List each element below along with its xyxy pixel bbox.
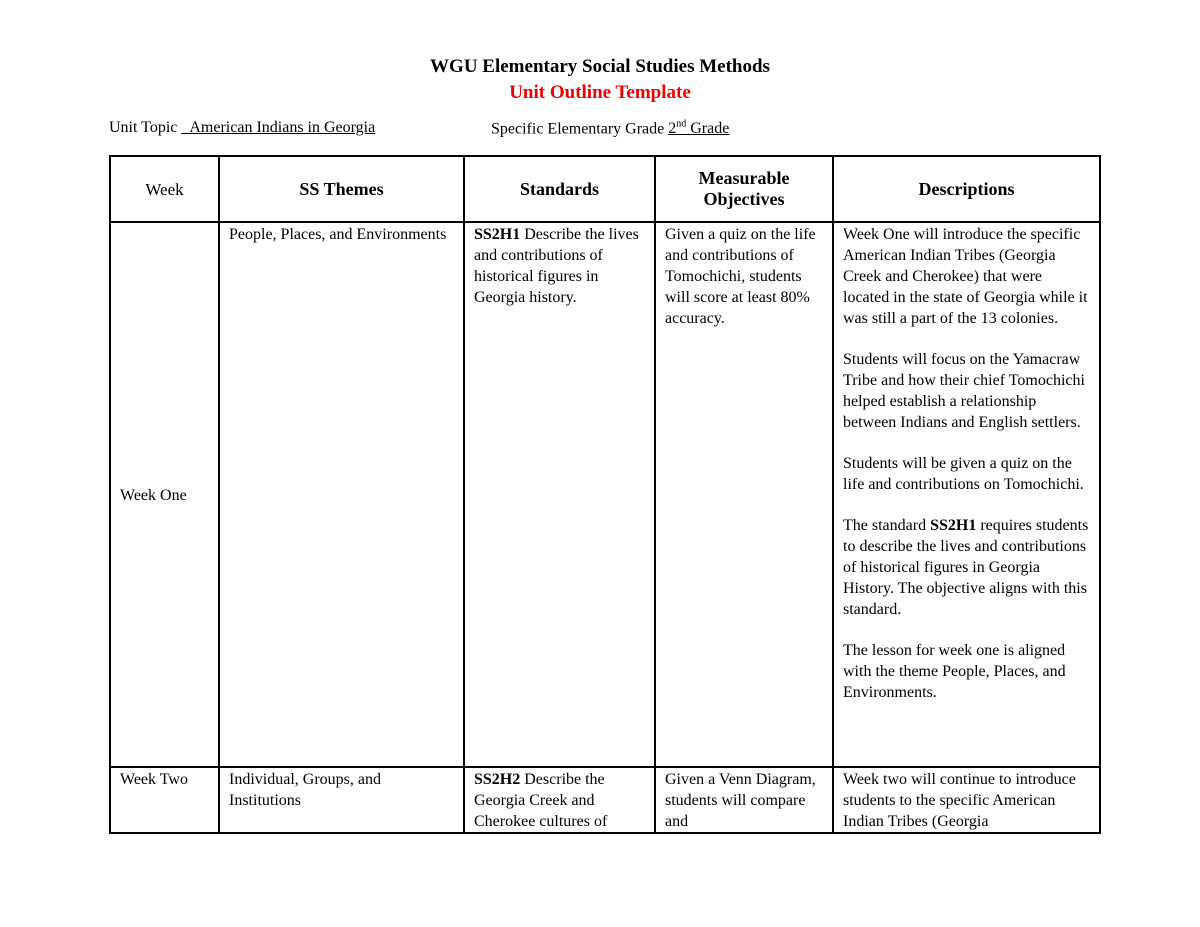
- header-measurable-objectives: [655, 156, 833, 222]
- description-paragraph: Week One will introduce the specific American Indian Tribes (Georgia Creek and Cherokee) that were located in the state of Georgia while it was still a part of the 13 colonies.: [843, 226, 1088, 327]
- standard-code: SS2H1: [474, 226, 521, 243]
- unit-topic-value: _American Indians in Georgia: [181, 119, 376, 136]
- grade-label: Specific Elementary Grade: [491, 120, 669, 138]
- unit-outline-table: [109, 155, 1101, 834]
- grade-value: [668, 120, 729, 137]
- description-paragraph: Students will focus on the Yamacraw Tribe and how their chief Tomochichi helped establish a relationship between Indians and English settlers.: [843, 351, 1085, 431]
- standards-cell: [464, 222, 655, 767]
- description-paragraph: The lesson for week one is aligned with the theme People, Places, and Environments.: [843, 642, 1066, 701]
- description-paragraph: Week two will continue to introduce students to the specific American Indian Tribes (Georgia: [843, 771, 1076, 830]
- objective-cell: Given a quiz on the life and contributions of Tomochichi, students will score at least 80% accuracy.: [655, 222, 833, 767]
- standards-cell: [464, 767, 655, 833]
- document-subtitle: Unit Outline Template: [509, 82, 691, 103]
- description-standard-code: SS2H1: [930, 517, 977, 534]
- description-paragraph: [843, 515, 1090, 620]
- theme-cell: People, Places, and Environments: [219, 222, 464, 767]
- header-ss-themes: SS Themes: [219, 156, 464, 222]
- week-cell: Week Two: [110, 767, 219, 833]
- grade-number: 2: [668, 120, 677, 138]
- week-cell: Week One: [110, 222, 219, 767]
- table-row: [110, 222, 1100, 767]
- standard-text: Describe the lives and contributions of historical figures in Georgia history.: [474, 226, 639, 306]
- header-week: Week: [110, 156, 219, 222]
- grade-level: [491, 119, 729, 138]
- description-text: requires students to describe the lives and contributions of historical figures in Georgia History. The objective aligns with this standard.: [843, 517, 1089, 618]
- objective-cell: Given a Venn Diagram, students will compare and: [655, 767, 833, 833]
- unit-topic: [109, 119, 375, 137]
- standard-code: SS2H2: [474, 771, 521, 788]
- document-title: WGU Elementary Social Studies Methods: [430, 56, 770, 77]
- description-cell: [833, 767, 1100, 833]
- description-cell: [833, 222, 1100, 767]
- table-header-row: [110, 156, 1100, 222]
- header-descriptions: Descriptions: [833, 156, 1100, 222]
- header-standards: Standards: [464, 156, 655, 222]
- table-row: [110, 767, 1100, 833]
- unit-topic-label: Unit Topic: [109, 119, 182, 136]
- header-objectives-line1: Measurable: [698, 168, 790, 188]
- theme-cell: Individual, Groups, and Institutions: [219, 767, 464, 833]
- description-text: The standard: [843, 517, 931, 534]
- description-paragraph: Students will be given a quiz on the life and contributions on Tomochichi.: [843, 455, 1084, 493]
- grade-word: Grade: [686, 120, 730, 138]
- header-objectives-line2: Objectives: [703, 189, 785, 209]
- grade-suffix: nd: [676, 119, 687, 130]
- standard-text: Describe the Georgia Creek and Cherokee cultures of: [474, 771, 608, 830]
